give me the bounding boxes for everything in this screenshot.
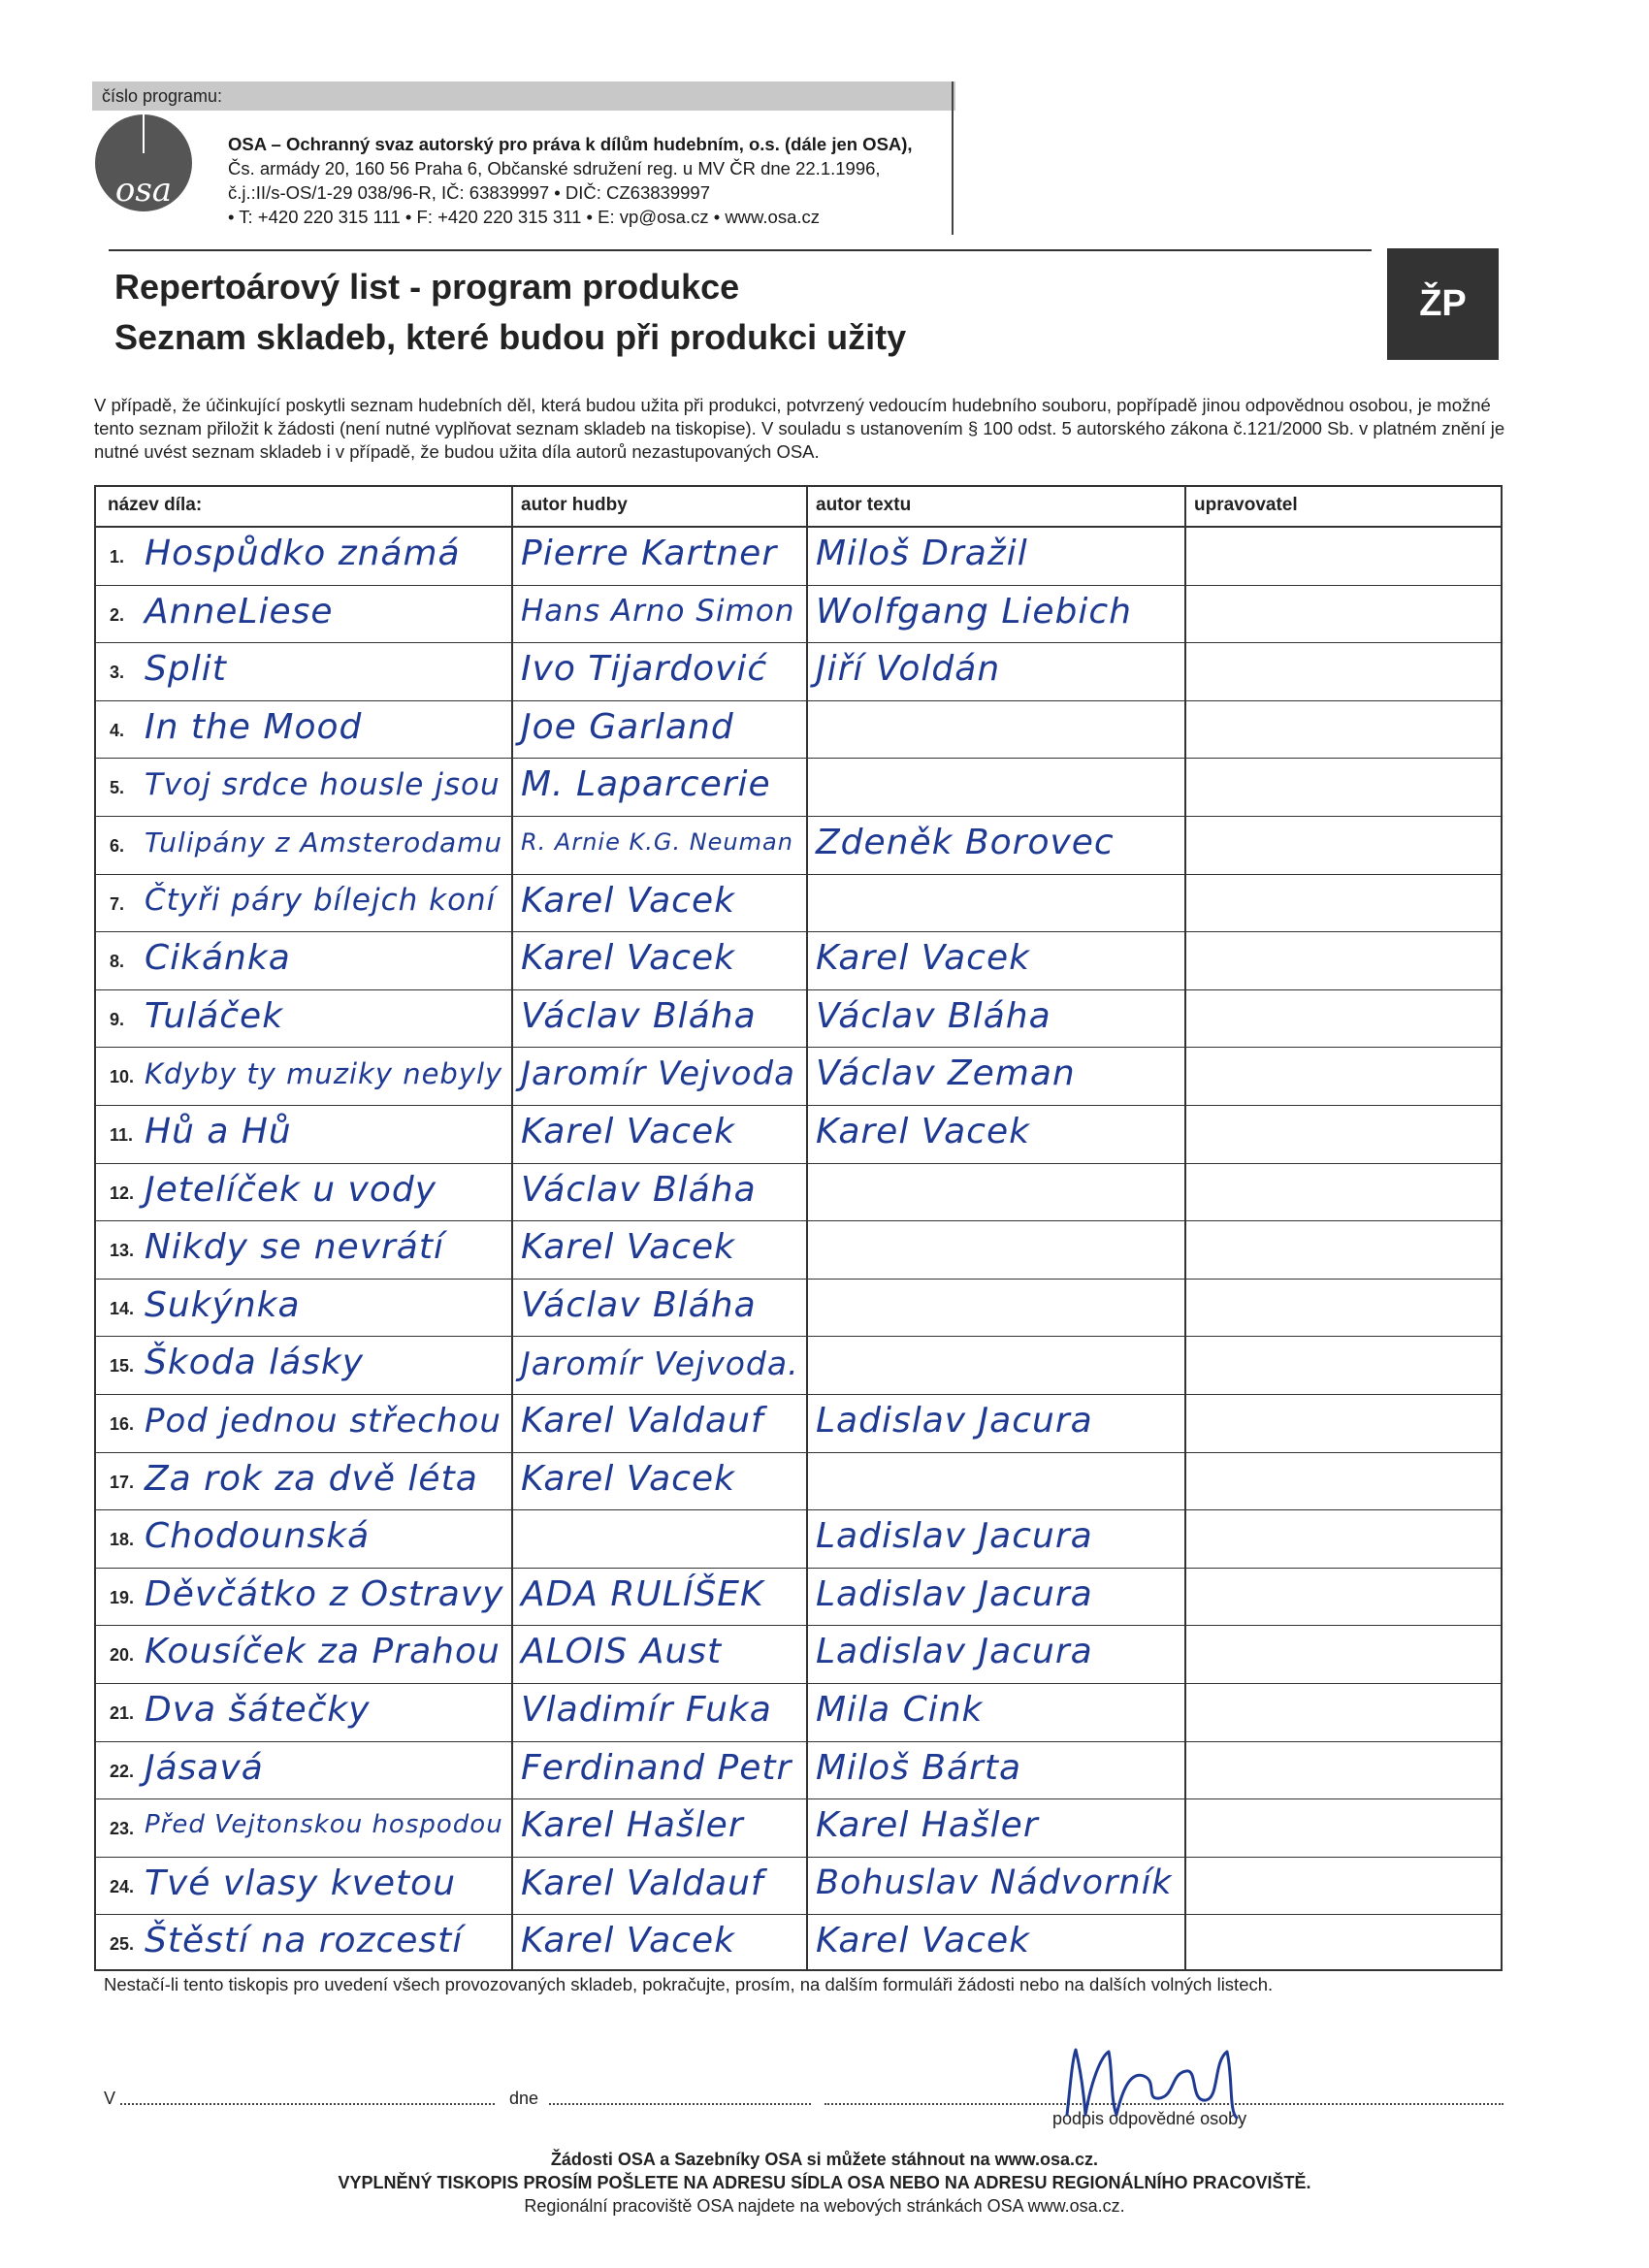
osa-address-block [228, 132, 913, 229]
table-row [96, 643, 1501, 701]
table-row [96, 1915, 1501, 1973]
cell-music[interactable]: M. Laparcerie [521, 764, 771, 805]
cell-music[interactable]: ADA RULÍŠEK [521, 1573, 764, 1614]
row-number: 12. [110, 1183, 135, 1203]
table-row [96, 990, 1501, 1049]
table-row [96, 759, 1501, 817]
cell-lyrics[interactable]: Bohuslav Nádvorník [816, 1863, 1173, 1903]
row-number: 6. [110, 836, 125, 856]
table-row [96, 1164, 1501, 1222]
cell-title[interactable]: Dva šátečky [145, 1690, 371, 1730]
row-number: 3. [110, 663, 125, 683]
cell-music[interactable]: Karel Vacek [521, 938, 735, 979]
cell-lyrics[interactable]: Ladislav Jacura [816, 1632, 1093, 1672]
table-row [96, 1395, 1501, 1453]
cell-lyrics[interactable]: Ladislav Jacura [816, 1401, 1093, 1441]
table-row [96, 1510, 1501, 1569]
osa-logo-text: osa [114, 171, 173, 210]
table-row [96, 1684, 1501, 1742]
row-number: 24. [110, 1876, 135, 1896]
row-number: 20. [110, 1645, 135, 1666]
place-field[interactable] [120, 2103, 495, 2105]
cell-title[interactable]: Tvoj srdce housle jsou [145, 766, 501, 802]
cell-title[interactable]: Tvé vlasy kvetou [145, 1863, 457, 1903]
row-number: 22. [110, 1761, 135, 1781]
cell-lyrics[interactable]: Ladislav Jacura [816, 1573, 1093, 1614]
cell-music[interactable]: Karel Vacek [521, 1458, 735, 1499]
row-number: 25. [110, 1934, 135, 1955]
cell-music[interactable]: Jaromír Vejvoda [521, 1054, 795, 1094]
table-row [96, 1858, 1501, 1916]
row-number: 15. [110, 1356, 135, 1377]
page-subtitle: Seznam skladeb, které budou při produkci užity [114, 317, 907, 357]
cell-lyrics[interactable]: Karel Hašler [816, 1805, 1039, 1846]
table-row [96, 1221, 1501, 1280]
cell-lyrics[interactable]: Ladislav Jacura [816, 1516, 1093, 1557]
osa-logo-line [143, 114, 145, 153]
cell-lyrics[interactable]: Karel Vacek [816, 1921, 1030, 1961]
cell-title[interactable]: Sukýnka [145, 1284, 301, 1325]
cell-title[interactable]: Za rok za dvě léta [145, 1458, 478, 1499]
cell-title[interactable]: Tuláček [145, 995, 284, 1036]
row-number: 19. [110, 1587, 135, 1607]
cell-music[interactable]: Karel Vacek [521, 1921, 735, 1961]
row-number: 4. [110, 720, 125, 740]
cell-lyrics[interactable]: Václav Bláha [816, 995, 1051, 1036]
handwritten-signature [1062, 2023, 1256, 2129]
cell-title[interactable]: Kdyby ty muziky nebyly [145, 1056, 503, 1090]
header-rule [109, 249, 1372, 251]
cell-lyrics[interactable]: Mila Cink [816, 1690, 984, 1730]
osa-line-2: Čs. armády 20, 160 56 Praha 6, Občanské sdružení reg. u MV ČR dne 22.1.1996, [228, 158, 881, 178]
col-head-title: název díla: [108, 495, 203, 515]
cell-lyrics[interactable]: Miloš Bárta [816, 1747, 1022, 1788]
cell-music[interactable]: Karel Vacek [521, 880, 735, 921]
cell-music[interactable]: Pierre Kartner [521, 534, 778, 573]
cell-title[interactable]: AnneLiese [145, 591, 334, 632]
osa-line-1: OSA – Ochranný svaz autorský pro práva k dílům hudebním, o.s. (dále jen OSA), [228, 134, 913, 154]
row-number: 1. [110, 547, 125, 567]
cell-music[interactable]: Jaromír Vejvoda. [521, 1344, 799, 1382]
row-number: 21. [110, 1703, 135, 1723]
row-number: 7. [110, 893, 125, 914]
cell-music[interactable]: Václav Bláha [521, 995, 757, 1036]
row-number: 8. [110, 952, 125, 972]
table-row [96, 875, 1501, 933]
date-label: dne [509, 2089, 539, 2108]
cell-music[interactable]: Karel Valdauf [521, 1863, 764, 1903]
cell-title[interactable]: Hospůdko známá [145, 534, 461, 573]
row-number: 23. [110, 1819, 135, 1839]
header-divider [952, 81, 954, 235]
table-row [96, 1569, 1501, 1627]
footer-line-3: Regionální pracoviště OSA najdete na webových stránkách OSA www.osa.cz. [524, 2196, 1125, 2216]
page-title: Repertoárový list - program produkce [114, 267, 740, 307]
row-number: 17. [110, 1472, 135, 1492]
cell-title[interactable]: Cikánka [145, 938, 291, 979]
continuation-note: Nestačí-li tento tiskopis pro uvedení všech provozovaných skladeb, pokračujte, prosím, na dalším formuláři žádosti nebo na dalších volných listech. [104, 1974, 1274, 1994]
cell-lyrics[interactable]: Zdeněk Borovec [816, 823, 1115, 862]
row-number: 14. [110, 1298, 135, 1318]
cell-music[interactable]: Karel Vacek [521, 1112, 735, 1151]
intro-text: V případě, že účinkující poskytli seznam hudebních děl, která budou užita při produkci, potvrzený vedoucím hudebního souboru, popřípadě jinou odpovědnou osobou, je možné tento seznam přiložit k žádosti (není nutné vyplňovat seznam skladeb na tiskopise). V souladu s ustanovením § 100 odst. 5 autorského zákona č.121/2000 Sb. v platném znění je nutné uvést seznam skladeb i v případě, že budou užita díla autorů nezastupovaných OSA. [94, 395, 1505, 462]
osa-line-4: • T: +420 220 315 111 • F: +420 220 315 311 • E: vp@osa.cz • www.osa.cz [228, 207, 820, 227]
table-header [96, 487, 1501, 528]
cell-title[interactable]: Čtyři páry bílejch koní [145, 883, 497, 919]
table-row [96, 1626, 1501, 1684]
cell-title[interactable]: Kousíček za Prahou [145, 1632, 501, 1672]
cell-music[interactable]: Václav Bláha [521, 1169, 757, 1210]
cell-music[interactable]: Vladimír Fuka [521, 1690, 772, 1730]
row-number: 16. [110, 1414, 135, 1434]
row-number: 5. [110, 778, 125, 798]
col-head-arranger: upravovatel [1194, 495, 1298, 515]
table-row [96, 1048, 1501, 1106]
table-row [96, 1280, 1501, 1338]
cell-title[interactable]: Chodounská [145, 1516, 371, 1557]
cell-title[interactable]: In the Mood [145, 706, 363, 747]
table-row [96, 1453, 1501, 1511]
cell-lyrics[interactable]: Wolfgang Liebich [816, 591, 1132, 632]
cell-music[interactable]: Karel Valdauf [521, 1401, 764, 1441]
cell-music[interactable]: R. Arnie K.G. Neuman [521, 828, 793, 856]
row-number: 18. [110, 1530, 135, 1550]
row-number: 11. [110, 1125, 134, 1145]
form-code-badge: ŽP [1387, 248, 1499, 360]
table-row [96, 817, 1501, 875]
cell-title[interactable]: Split [145, 649, 227, 690]
cell-lyrics[interactable]: Václav Zeman [816, 1053, 1076, 1094]
cell-lyrics[interactable]: Miloš Dražil [816, 534, 1028, 573]
cell-music[interactable]: Karel Vacek [521, 1227, 735, 1268]
cell-title[interactable]: Nikdy se nevrátí [145, 1227, 444, 1268]
program-number-label: číslo programu: [102, 86, 223, 106]
cell-music[interactable]: Hans Arno Simon [521, 594, 795, 630]
place-label: V [104, 2089, 116, 2108]
cell-music[interactable]: ALOIS Aust [521, 1632, 723, 1672]
cell-title[interactable]: Hů a Hů [145, 1112, 292, 1151]
cell-music[interactable]: Ivo Tijardović [521, 649, 768, 690]
table-row [96, 701, 1501, 760]
table-row [96, 528, 1501, 586]
repertoire-table [94, 485, 1503, 1971]
row-number: 9. [110, 1009, 125, 1029]
cell-title[interactable]: Škoda lásky [145, 1343, 365, 1383]
cell-music[interactable]: Ferdinand Petr [521, 1747, 792, 1788]
cell-lyrics[interactable]: Jiří Voldán [816, 649, 1001, 690]
table-row [96, 1799, 1501, 1858]
cell-music[interactable]: Václav Bláha [521, 1284, 757, 1325]
cell-lyrics[interactable]: Karel Vacek [816, 938, 1030, 979]
footer-line-2: VYPLNĚNÝ TISKOPIS PROSÍM POŠLETE NA ADRESU SÍDLA OSA NEBO NA ADRESU REGIONÁLNÍHO PRACOVIŠTĚ. [338, 2173, 1311, 2192]
cell-lyrics[interactable]: Karel Vacek [816, 1112, 1030, 1151]
cell-title[interactable]: Štěstí na rozcestí [145, 1921, 464, 1961]
col-head-music: autor hudby [521, 495, 628, 515]
signature-label: podpis odpovědné osoby [1052, 2109, 1247, 2128]
row-number: 10. [110, 1067, 135, 1087]
row-number: 13. [110, 1241, 135, 1261]
table-row [96, 1106, 1501, 1164]
date-field[interactable] [549, 2103, 811, 2105]
table-row [96, 1337, 1501, 1395]
cell-title[interactable]: Jetelíček u vody [145, 1169, 437, 1210]
col-head-lyrics: autor textu [816, 495, 912, 515]
cell-title[interactable]: Děvčátko z Ostravy [145, 1573, 504, 1614]
table-row [96, 1742, 1501, 1800]
cell-music[interactable]: Karel Hašler [521, 1805, 744, 1846]
table-row [96, 932, 1501, 990]
footer-line-1: Žádosti OSA a Sazebníky OSA si můžete stáhnout na www.osa.cz. [550, 2150, 1099, 2169]
row-number: 2. [110, 604, 125, 625]
cell-title[interactable]: Před Vejtonskou hospodou [145, 1810, 503, 1840]
cell-music[interactable]: Joe Garland [521, 706, 734, 747]
cell-title[interactable]: Jásavá [145, 1747, 264, 1788]
cell-title[interactable]: Pod jednou střechou [145, 1402, 501, 1441]
table-row [96, 586, 1501, 644]
osa-line-3: č.j.:II/s-OS/1-29 038/96-R, IČ: 63839997 • DIČ: CZ63839997 [228, 182, 710, 203]
cell-title[interactable]: Tulipány z Amsterodamu [145, 826, 503, 859]
